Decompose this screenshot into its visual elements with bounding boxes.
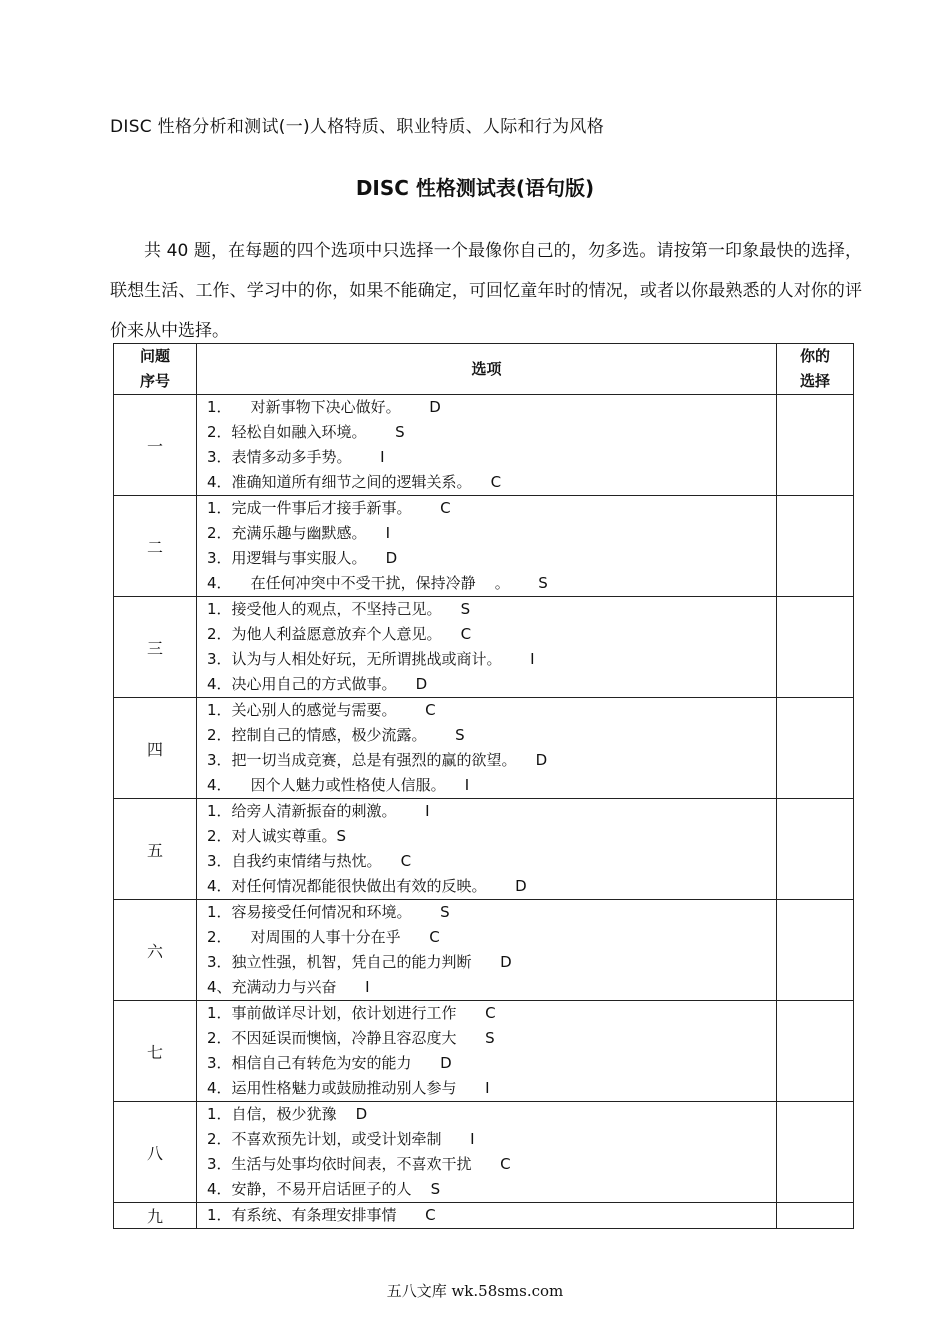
header-question-number	[114, 344, 197, 395]
question-options	[197, 698, 777, 799]
option-text: 4、充满动力与兴奋 I	[207, 978, 370, 996]
option-text: 1．关心别人的感觉与需要。 C	[207, 701, 436, 719]
choice-cell[interactable]	[777, 799, 854, 900]
option-text: 3．把一切当成竞赛，总是有强烈的赢的欲望。 D	[207, 751, 548, 769]
option-text: 1．有系统、有条理安排事情 C	[207, 1206, 436, 1224]
question-options	[197, 1203, 777, 1229]
option-text: 1．给旁人清新振奋的刺激。 I	[207, 802, 430, 820]
option-text: 1．事前做详尽计划，依计划进行工作 C	[207, 1004, 496, 1022]
option-text: 2．对人诚实尊重。S	[207, 827, 347, 845]
option-text: 1．自信，极少犹豫 D	[207, 1105, 368, 1123]
option-text: 3．自我约束情绪与热忱。 C	[207, 852, 412, 870]
document-heading: DISC 性格分析和测试(一)人格特质、职业特质、人际和行为风格	[110, 117, 605, 137]
option-text: 4． 在任何冲突中不受干扰，保持冷静 。 S	[207, 574, 548, 592]
question-options	[197, 395, 777, 496]
question-options	[197, 597, 777, 698]
option-text: 3．生活与处事均依时间表，不喜欢干扰 C	[207, 1155, 511, 1173]
question-table	[113, 343, 854, 1229]
option-text: 1． 对新事物下决心做好。 D	[207, 398, 441, 416]
option-text: 2．充满乐趣与幽默感。 I	[207, 524, 391, 542]
option-text: 2． 对周围的人事十分在乎 C	[207, 928, 440, 946]
header-choice-line2: 选择	[799, 372, 830, 390]
table-header-row	[114, 344, 854, 395]
question-number: 一	[114, 395, 197, 496]
header-options: 选项	[197, 344, 777, 395]
question-row	[114, 1001, 854, 1102]
question-number: 六	[114, 900, 197, 1001]
choice-cell[interactable]	[777, 1102, 854, 1203]
question-number: 三	[114, 597, 197, 698]
question-row	[114, 496, 854, 597]
option-text: 3．相信自己有转危为安的能力 D	[207, 1054, 452, 1072]
choice-cell[interactable]	[777, 1203, 854, 1229]
test-title: DISC 性格测试表(语句版)	[355, 176, 595, 200]
question-row	[114, 799, 854, 900]
question-options	[197, 496, 777, 597]
option-text: 1．容易接受任何情况和环境。 S	[207, 903, 450, 921]
footer-watermark: 五八文库 wk.58sms.com	[386, 1282, 564, 1300]
question-row	[114, 597, 854, 698]
question-number: 五	[114, 799, 197, 900]
question-number: 八	[114, 1102, 197, 1203]
choice-cell[interactable]	[777, 1001, 854, 1102]
option-text: 4． 因个人魅力或性格使人信服。 I	[207, 776, 470, 794]
header-num-line2: 序号	[139, 372, 170, 390]
question-options	[197, 1001, 777, 1102]
header-num-line1: 问题	[139, 347, 170, 365]
option-text: 2．不喜欢预先计划，或受计划牵制 I	[207, 1130, 475, 1148]
question-number: 七	[114, 1001, 197, 1102]
option-text: 1．接受他人的观点，不坚持己见。 S	[207, 600, 471, 618]
choice-cell[interactable]	[777, 597, 854, 698]
option-text: 4．决心用自己的方式做事。 D	[207, 675, 428, 693]
question-row	[114, 698, 854, 799]
question-options	[197, 799, 777, 900]
question-rows	[114, 395, 854, 1229]
option-text: 1．完成一件事后才接手新事。 C	[207, 499, 451, 517]
option-text: 3．表情多动多手势。 I	[207, 448, 385, 466]
option-text: 4．对任何情况都能很快做出有效的反映。 D	[207, 877, 527, 895]
option-text: 3．认为与人相处好玩，无所谓挑战或商计。 I	[207, 650, 535, 668]
question-row	[114, 1102, 854, 1203]
question-row	[114, 395, 854, 496]
instructions-paragraph: 共 40 题，在每题的四个选项中只选择一个最像你自己的，勿多选。请按第一印象最快的选择，联想生活、工作、学习中的你，如果不能确定，可回忆童年时的情况，或者以你最熟悉的人对你的评价来从中选择。	[110, 241, 862, 341]
header-your-choice	[777, 344, 854, 395]
question-options	[197, 1102, 777, 1203]
option-text: 3．用逻辑与事实服人。 D	[207, 549, 398, 567]
question-row	[114, 900, 854, 1001]
question-number: 四	[114, 698, 197, 799]
option-text: 2．轻松自如融入环境。 S	[207, 423, 405, 441]
question-options	[197, 900, 777, 1001]
question-row	[114, 1203, 854, 1229]
header-choice-line1: 你的	[799, 347, 830, 365]
option-text: 3．独立性强，机智，凭自己的能力判断 D	[207, 953, 512, 971]
question-number: 二	[114, 496, 197, 597]
choice-cell[interactable]	[777, 900, 854, 1001]
option-text: 4．准确知道所有细节之间的逻辑关系。 C	[207, 473, 502, 491]
choice-cell[interactable]	[777, 496, 854, 597]
option-text: 4．安静，不易开启话匣子的人 S	[207, 1180, 441, 1198]
choice-cell[interactable]	[777, 395, 854, 496]
question-number: 九	[114, 1203, 197, 1229]
option-text: 2．为他人利益愿意放弃个人意见。 C	[207, 625, 472, 643]
option-text: 2．不因延误而懊恼，冷静且容忍度大 S	[207, 1029, 495, 1047]
choice-cell[interactable]	[777, 698, 854, 799]
option-text: 4．运用性格魅力或鼓励推动别人参与 I	[207, 1079, 490, 1097]
option-text: 2．控制自己的情感，极少流露。 S	[207, 726, 465, 744]
